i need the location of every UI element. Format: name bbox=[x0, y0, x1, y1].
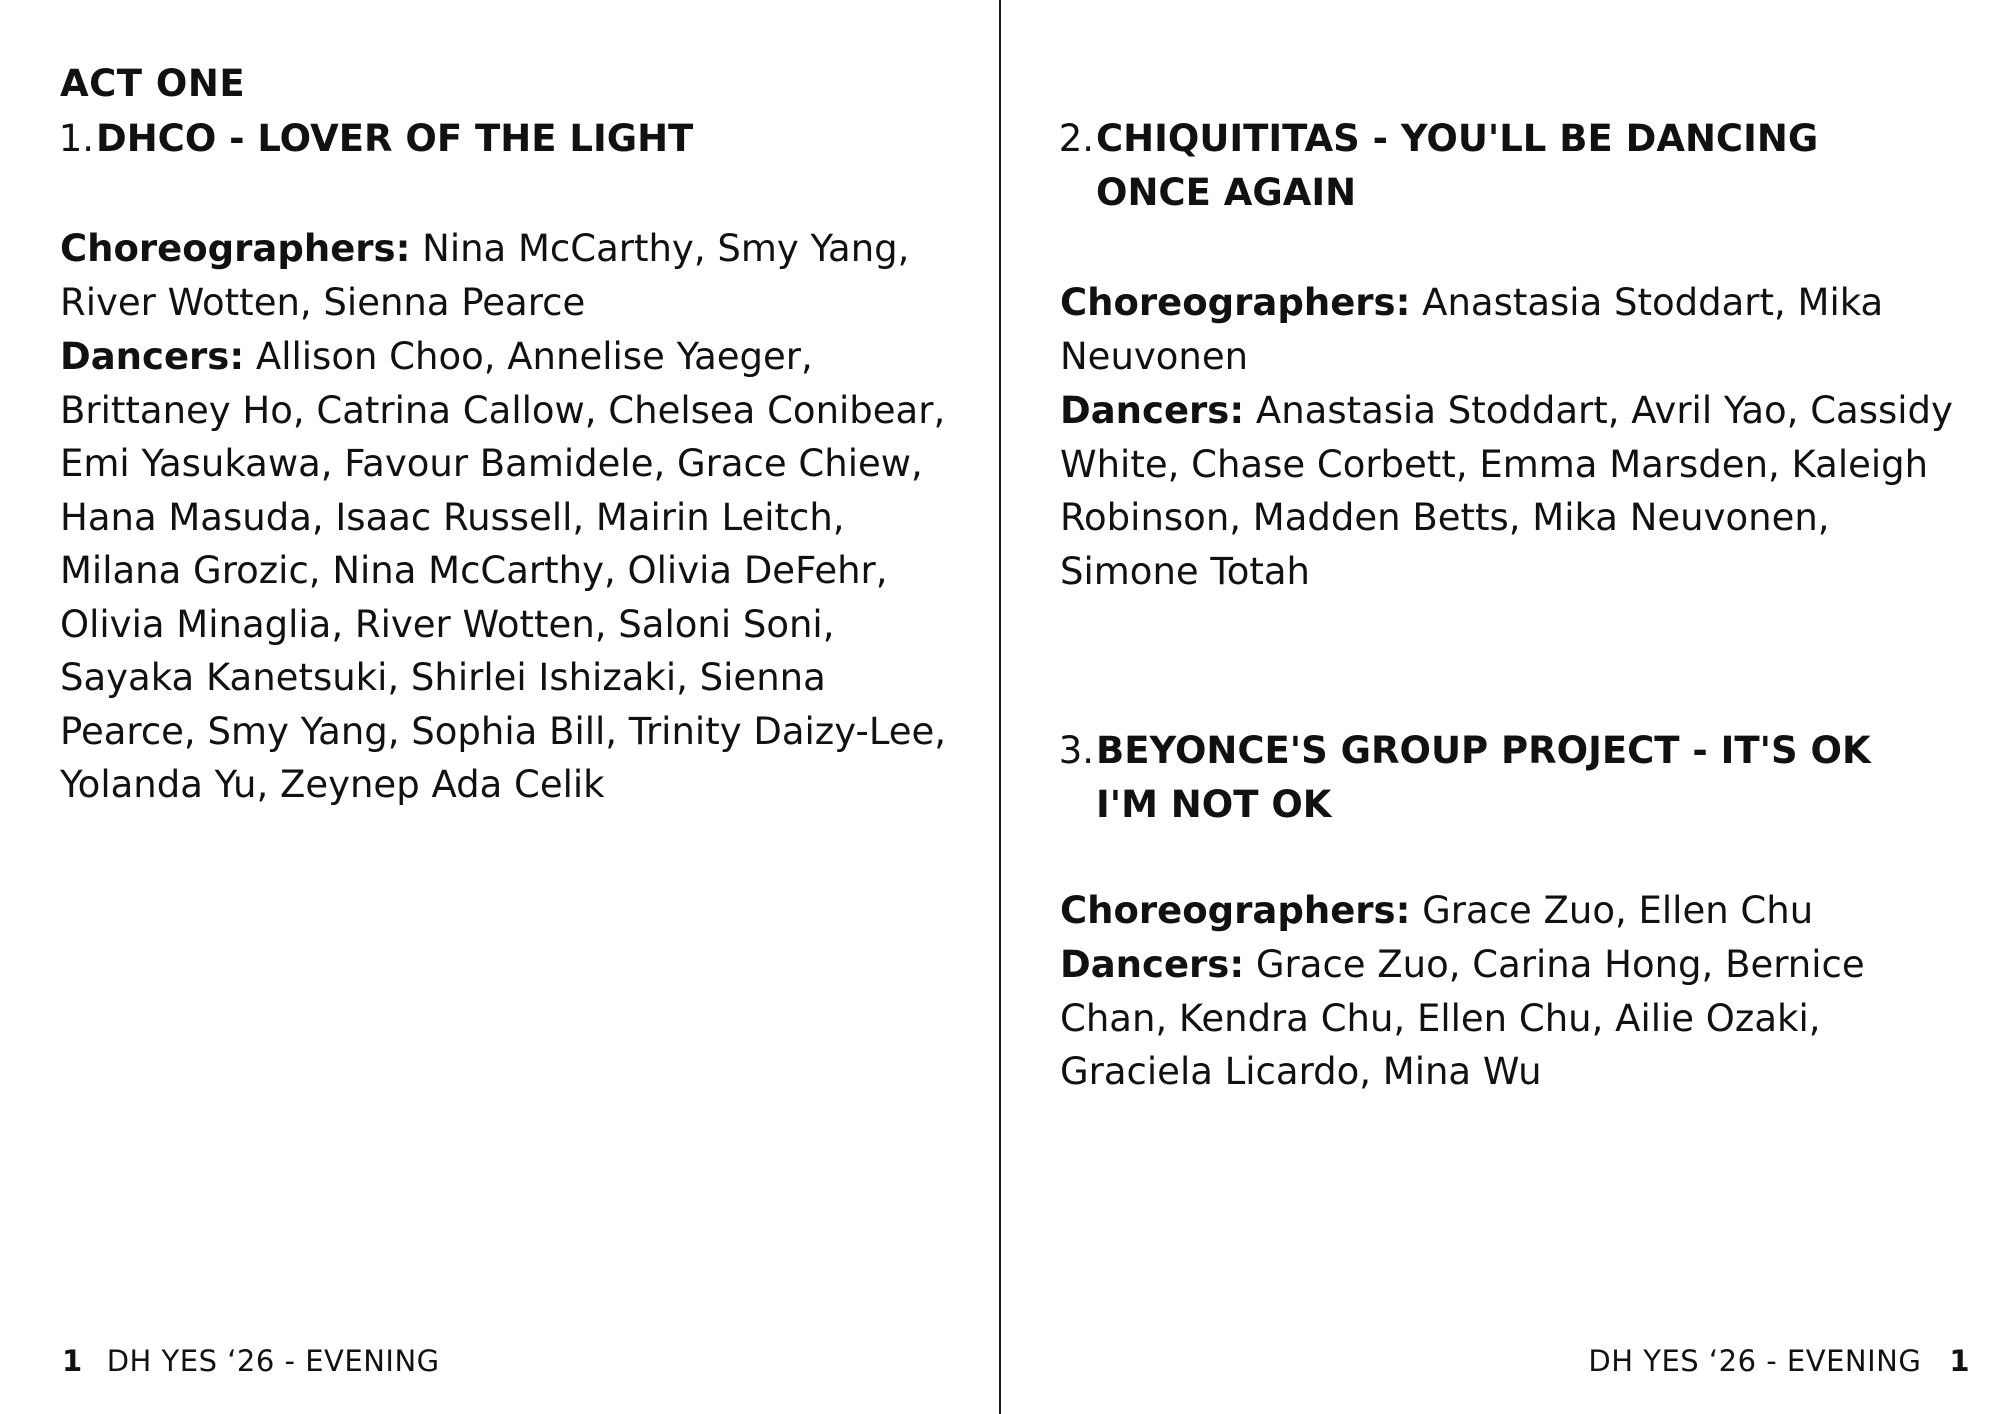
item-3-title: BEYONCE'S GROUP PROJECT - IT'S OK I'M NOT OK bbox=[1096, 729, 1871, 826]
item-2-heading bbox=[1030, 112, 1940, 220]
act-title: ACT ONE bbox=[60, 62, 246, 105]
item-2-title: CHIQUITITAS - YOU'LL BE DANCING ONCE AGAIN bbox=[1096, 117, 1819, 214]
choreographers-names: Anastasia Stoddart, Mika Neuvonen bbox=[1060, 281, 1884, 378]
dancers-label: Dancers: bbox=[60, 335, 245, 378]
item-1-title: DHCO - LOVER OF THE LIGHT bbox=[96, 117, 694, 160]
choreographers-names: Grace Zuo, Ellen Chu bbox=[1410, 889, 1814, 932]
right-footer bbox=[1588, 1344, 1970, 1378]
dancers-label: Dancers: bbox=[1060, 389, 1245, 432]
choreographers-label: Choreographers: bbox=[1060, 281, 1411, 324]
dancers-names: Allison Choo, Annelise Yaeger, Brittaney Ho, Catrina Callow, Chelsea Conibear, Emi Yasukawa, Favour Bamidele, Grace Chiew, Hana Masuda, Isaac Russell, Mairin Leitch, Milana Grozic, Nina McCarthy, Olivia DeFehr, Olivia Minaglia, River Wotten, Saloni Soni, Sayaka Kanetsuki, Shirlei Ishizaki, Sienna Pearce, Smy Yang, Sophia Bill, Trinity Daizy-Lee, Yolanda Yu, Zeynep Ada Celik bbox=[60, 335, 947, 806]
item-2-number: 2. bbox=[1058, 117, 1094, 160]
item-3-heading bbox=[1030, 724, 1940, 832]
page-number: 1 bbox=[1949, 1344, 1970, 1378]
footer-text: DH YES ‘26 - EVENING bbox=[106, 1344, 440, 1378]
item-2-dancers bbox=[1060, 384, 1960, 598]
footer-text: DH YES ‘26 - EVENING bbox=[1588, 1344, 1922, 1378]
item-2-choreographers bbox=[1060, 276, 1960, 383]
dancers-label: Dancers: bbox=[1060, 943, 1245, 986]
item-3-dancers bbox=[1060, 938, 1960, 1099]
item-3-choreographers bbox=[1060, 884, 1960, 938]
choreographers-label: Choreographers: bbox=[1060, 889, 1411, 932]
choreographers-label: Choreographers: bbox=[60, 227, 411, 270]
dancers-names: Grace Zuo, Carina Hong, Bernice Chan, Kendra Chu, Ellen Chu, Ailie Ozaki, Graciela Licardo, Mina Wu bbox=[1060, 943, 1865, 1093]
item-3-number: 3. bbox=[1058, 729, 1094, 772]
left-footer bbox=[62, 1344, 440, 1378]
item-1-dancers bbox=[60, 330, 960, 812]
choreographers-names: Nina McCarthy, Smy Yang, River Wotten, Sienna Pearce bbox=[60, 227, 910, 324]
dancers-names: Anastasia Stoddart, Avril Yao, Cassidy White, Chase Corbett, Emma Marsden, Kaleigh Robinson, Madden Betts, Mika Neuvonen, Simone Totah bbox=[1060, 389, 1953, 593]
page-number: 1 bbox=[62, 1344, 83, 1378]
right-page bbox=[1000, 0, 2000, 1414]
item-1-number: 1. bbox=[58, 117, 94, 160]
item-1-heading bbox=[30, 112, 930, 166]
item-1-choreographers bbox=[60, 222, 960, 329]
